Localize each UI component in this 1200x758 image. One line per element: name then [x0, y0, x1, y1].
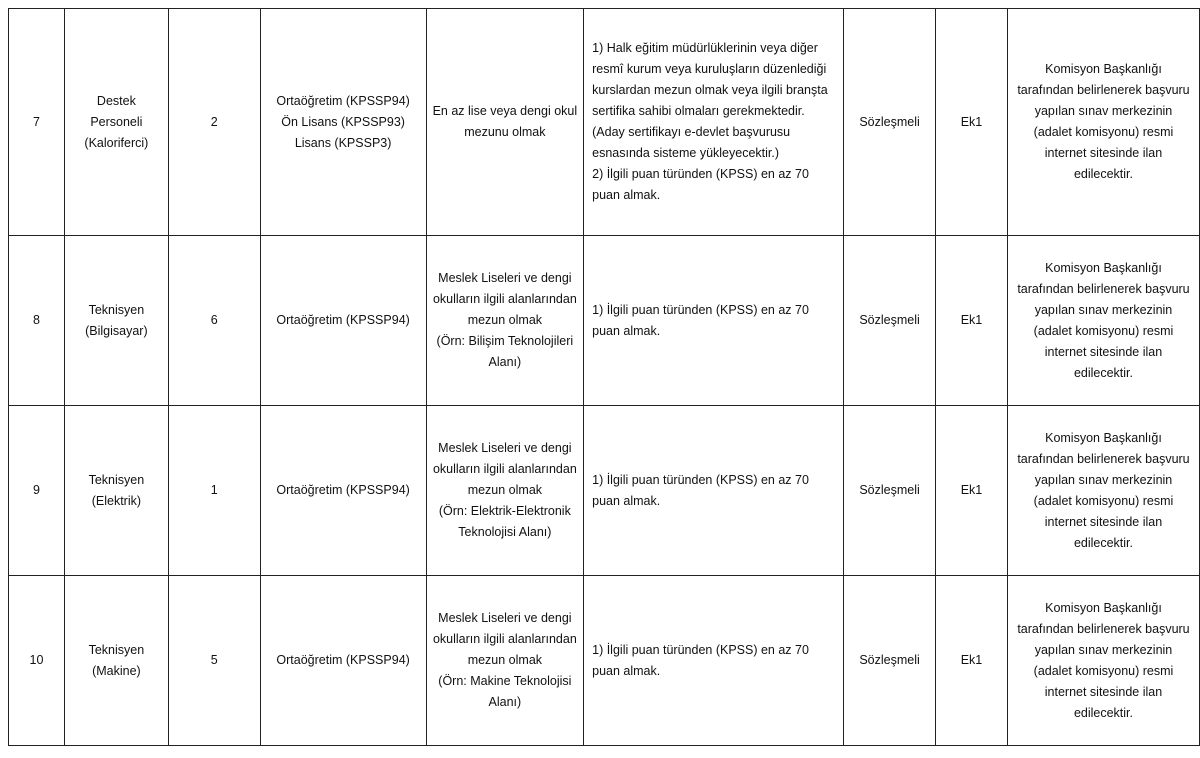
cell-requirements — [584, 406, 844, 576]
cell-exam-note-line: edilecektir. — [1073, 167, 1133, 181]
cell-qualification-line: mezun olmak — [467, 483, 543, 497]
cell-exam-note-line: tarafından belirlenerek başvuru — [1017, 621, 1190, 636]
cell-contract-type-text: Sözleşmeli — [859, 313, 920, 327]
cell-requirements — [584, 9, 844, 236]
cell-contract-type-text: Sözleşmeli — [859, 483, 920, 497]
cell-exam-note-line: internet sitesinde ilan — [1044, 684, 1163, 699]
cell-contract-type-text: Sözleşmeli — [859, 114, 920, 129]
cell-position-title — [64, 406, 168, 576]
cell-exam-note-line: yapılan sınav merkezinin — [1034, 302, 1173, 317]
cell-position-title-line: Teknisyen — [88, 642, 145, 657]
cell-qualification — [426, 236, 584, 406]
cell-row-number-text: 10 — [29, 653, 44, 667]
cell-annex — [936, 406, 1008, 576]
cell-exam-note-line: yapılan sınav merkezinin — [1034, 104, 1173, 118]
cell-contract-type — [844, 9, 936, 236]
cell-qualification-line: mezunu olmak — [464, 125, 546, 139]
cell-contract-type — [844, 406, 936, 576]
cell-qualification-line: (Örn: Bilişim Teknolojileri — [436, 334, 574, 348]
cell-education-level — [260, 9, 426, 236]
cell-row-number-text: 8 — [32, 313, 40, 327]
cell-qualification-line: En az lise veya dengi okul — [432, 104, 578, 118]
cell-exam-note-line: (adalet komisyonu) resmi — [1033, 125, 1174, 139]
cell-exam-note-line: edilecektir. — [1073, 535, 1133, 550]
cell-qualification — [426, 576, 584, 746]
cell-requirements — [584, 236, 844, 406]
cell-position-count-text: 1 — [210, 483, 218, 497]
cell-row-number — [9, 236, 65, 406]
cell-qualification-line: Meslek Liseleri ve dengi — [438, 441, 572, 455]
cell-contract-type-text: Sözleşmeli — [859, 653, 920, 667]
cell-position-count-text: 6 — [210, 313, 218, 327]
cell-annex-text: Ek1 — [960, 483, 983, 497]
cell-position-title-line: Personeli — [90, 114, 143, 129]
cell-row-number-text: 9 — [32, 483, 40, 497]
cell-education-level-line: Lisans (KPSSP3) — [294, 135, 392, 150]
cell-education-level-line: Ortaöğretim (KPSSP94) — [276, 483, 410, 497]
cell-position-count — [168, 576, 260, 746]
cell-position-count — [168, 236, 260, 406]
cell-qualification-line: Teknolojisi Alanı) — [458, 525, 552, 539]
cell-exam-note-line: tarafından belirlenerek başvuru — [1017, 451, 1190, 466]
cell-position-count — [168, 406, 260, 576]
cell-contract-type — [844, 576, 936, 746]
positions-table — [8, 8, 1200, 746]
cell-position-title-line: Teknisyen — [88, 472, 145, 487]
cell-education-level — [260, 236, 426, 406]
cell-position-title — [64, 9, 168, 236]
cell-exam-note — [1007, 9, 1199, 236]
cell-qualification-line: Meslek Liseleri ve dengi — [438, 611, 572, 625]
cell-position-title — [64, 576, 168, 746]
cell-position-title-line: Teknisyen — [88, 302, 145, 317]
cell-exam-note-line: (adalet komisyonu) resmi — [1033, 323, 1174, 338]
cell-annex — [936, 9, 1008, 236]
cell-exam-note-line: internet sitesinde ilan — [1044, 344, 1163, 359]
cell-requirements-line: esnasında sisteme yükleyecektir.) — [592, 146, 780, 160]
table-body — [9, 9, 1200, 746]
cell-position-count-text: 5 — [210, 653, 218, 667]
cell-requirements — [584, 576, 844, 746]
table-row — [9, 406, 1200, 576]
cell-exam-note-line: yapılan sınav merkezinin — [1034, 472, 1173, 487]
cell-qualification-line: okulların ilgili alanlarından — [432, 632, 577, 646]
cell-qualification-line: Meslek Liseleri ve dengi — [438, 271, 572, 285]
cell-exam-note-line: internet sitesinde ilan — [1044, 146, 1163, 160]
cell-requirements-line: 1) İlgili puan türünden (KPSS) en az 70 — [592, 302, 809, 317]
cell-position-title-line: (Elektrik) — [91, 493, 142, 508]
cell-qualification — [426, 406, 584, 576]
cell-requirements-line: puan almak. — [592, 323, 661, 338]
cell-row-number — [9, 9, 65, 236]
cell-requirements-line: puan almak. — [592, 188, 661, 202]
cell-qualification-line: (Örn: Makine Teknolojisi — [438, 674, 572, 688]
cell-education-level-line: Ortaöğretim (KPSSP94) — [276, 653, 410, 667]
cell-requirements-line: 1) Halk eğitim müdürlüklerinin veya diğer — [592, 41, 818, 55]
cell-exam-note-line: Komisyon Başkanlığı — [1045, 430, 1162, 445]
cell-exam-note-line: Komisyon Başkanlığı — [1045, 600, 1162, 615]
cell-position-title-line: (Bilgisayar) — [85, 323, 148, 338]
cell-row-number — [9, 406, 65, 576]
cell-row-number-text: 7 — [32, 114, 40, 129]
cell-position-title-line: (Makine) — [92, 663, 141, 678]
cell-annex — [936, 576, 1008, 746]
cell-requirements-line: sertifika sahibi olmaları gerekmektedir. — [592, 104, 805, 118]
cell-education-level-line: Ortaöğretim (KPSSP94) — [276, 93, 410, 108]
cell-requirements-line: resmî kurum veya kuruluşların düzenlediği — [592, 62, 827, 76]
cell-exam-note-line: (adalet komisyonu) resmi — [1033, 663, 1174, 678]
cell-exam-note-line: tarafından belirlenerek başvuru — [1017, 281, 1190, 296]
cell-requirements-line: puan almak. — [592, 493, 661, 508]
cell-requirements-line: kurslardan mezun olmak veya ilgili branşta — [592, 83, 828, 97]
cell-exam-note-line: Komisyon Başkanlığı — [1045, 62, 1162, 76]
cell-exam-note-line: Komisyon Başkanlığı — [1045, 260, 1162, 275]
cell-annex — [936, 236, 1008, 406]
cell-requirements-line: 1) İlgili puan türünden (KPSS) en az 70 — [592, 642, 809, 657]
cell-requirements-line: puan almak. — [592, 663, 661, 678]
cell-qualification-line: okulların ilgili alanlarından — [432, 462, 577, 476]
cell-annex-text: Ek1 — [960, 653, 983, 667]
cell-contract-type — [844, 236, 936, 406]
cell-position-count-text: 2 — [210, 114, 218, 129]
cell-row-number — [9, 576, 65, 746]
cell-qualification-line: Alanı) — [488, 695, 522, 709]
cell-annex-text: Ek1 — [960, 114, 983, 129]
cell-position-title-line: (Kaloriferci) — [84, 135, 149, 150]
cell-annex-text: Ek1 — [960, 313, 983, 327]
cell-education-level-line: Ortaöğretim (KPSSP94) — [276, 313, 410, 327]
table-row — [9, 9, 1200, 236]
cell-qualification — [426, 9, 584, 236]
table-row — [9, 576, 1200, 746]
cell-exam-note-line: edilecektir. — [1073, 705, 1133, 720]
cell-exam-note — [1007, 406, 1199, 576]
cell-requirements-line: 1) İlgili puan türünden (KPSS) en az 70 — [592, 472, 809, 487]
cell-education-level — [260, 406, 426, 576]
cell-position-title — [64, 236, 168, 406]
cell-exam-note — [1007, 236, 1199, 406]
cell-qualification-line: okulların ilgili alanlarından — [432, 292, 577, 306]
cell-qualification-line: mezun olmak — [467, 313, 543, 327]
cell-education-level — [260, 576, 426, 746]
cell-position-title-line: Destek — [96, 93, 136, 108]
cell-exam-note-line: edilecektir. — [1073, 365, 1133, 380]
cell-exam-note-line: internet sitesinde ilan — [1044, 514, 1163, 529]
cell-qualification-line: mezun olmak — [467, 653, 543, 667]
cell-qualification-line: Alanı) — [488, 355, 522, 369]
cell-exam-note-line: yapılan sınav merkezinin — [1034, 642, 1173, 657]
cell-exam-note-line: tarafından belirlenerek başvuru — [1017, 83, 1190, 97]
table-row — [9, 236, 1200, 406]
cell-exam-note — [1007, 576, 1199, 746]
cell-exam-note-line: (adalet komisyonu) resmi — [1033, 493, 1174, 508]
cell-requirements-line: 2) İlgili puan türünden (KPSS) en az 70 — [592, 167, 809, 181]
cell-qualification-line: (Örn: Elektrik-Elektronik — [438, 504, 571, 518]
cell-requirements-line: (Aday sertifikayı e-devlet başvurusu — [592, 125, 791, 139]
cell-education-level-line: Ön Lisans (KPSSP93) — [281, 114, 405, 129]
cell-position-count — [168, 9, 260, 236]
